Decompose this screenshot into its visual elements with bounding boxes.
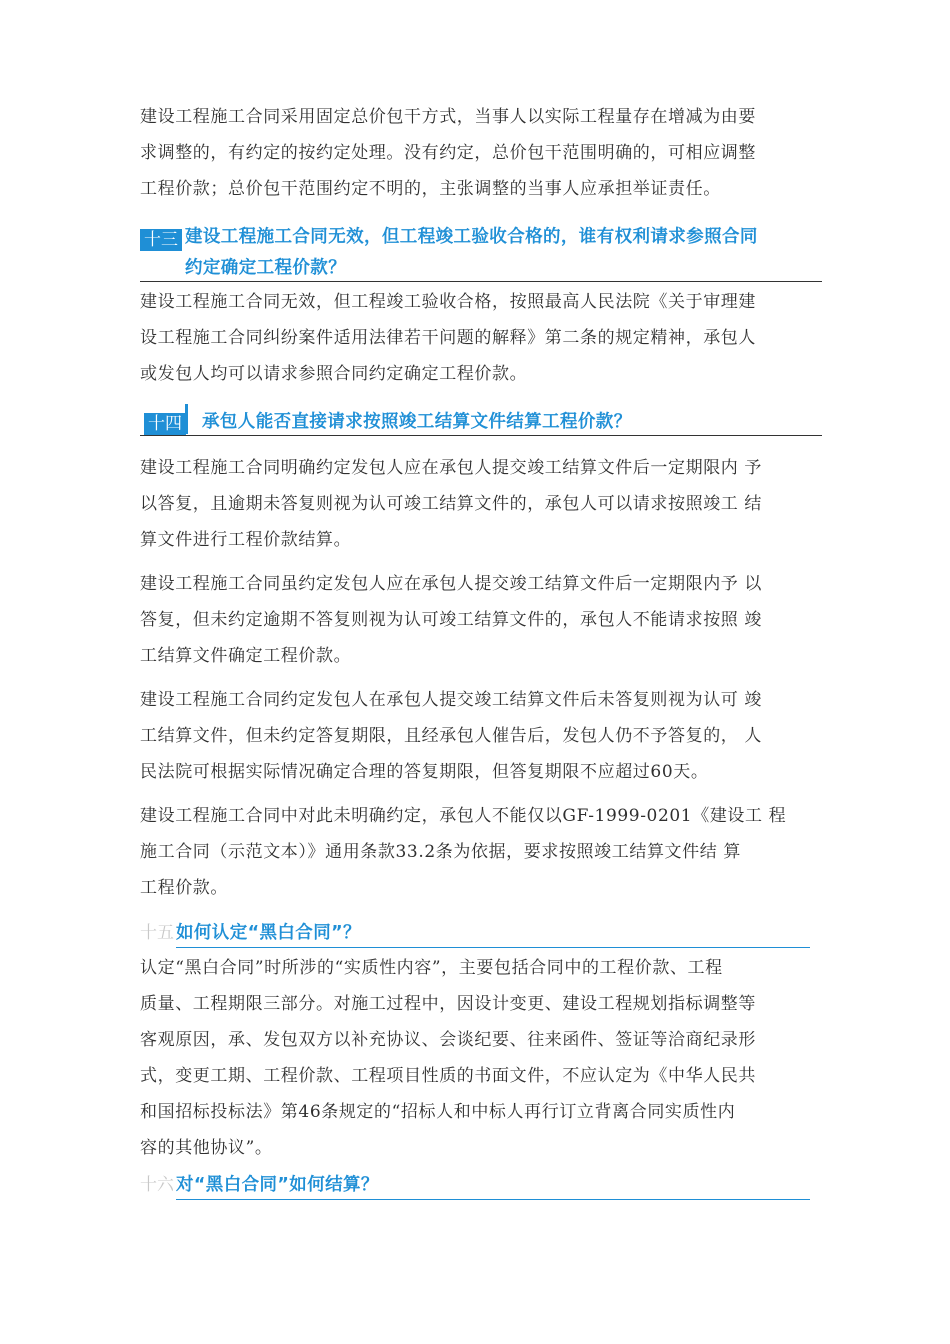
text-line: 认定“黑白合同”时所涉的“实质性内容”，主要包括合同中的工程价款、工程 (140, 958, 723, 978)
section-15-heading (140, 918, 810, 948)
section-14-paragraph-2 (140, 566, 822, 674)
heading-rule (140, 281, 822, 282)
heading-underline (176, 947, 810, 948)
text-line: 或发包人均可以请求参照合同约定确定工程价款。 (140, 364, 528, 384)
text-line: 建设工程施工合同明确约定发包人应在承包人提交竣工结算文件后一定期限内 予 (140, 458, 763, 478)
text-line: 工结算文件确定工程价款。 (140, 646, 352, 666)
text-line: 算文件进行工程价款结算。 (140, 530, 352, 550)
section-16-heading (140, 1170, 810, 1200)
text-line: 工结算文件，但未约定答复期限，且经承包人催告后，发包人仍不予答复的， 人 (140, 726, 763, 746)
text-line: 以答复，且逾期未答复则视为认可竣工结算文件的，承包人可以请求按照竣工 结 (140, 494, 763, 514)
section-13-heading (140, 222, 822, 282)
heading-underline (176, 1199, 810, 1200)
text-line: 建设工程施工合同中对此未明确约定，承包人不能仅以GF-1999-0201《建设工 程 (140, 806, 787, 826)
section-14-heading (140, 402, 822, 436)
text-line: 求调整的，有约定的按约定处理。没有约定，总价包干范围明确的，可相应调整 (140, 143, 756, 163)
section-15-number: 十五 (140, 923, 174, 943)
section-13-title-line2: 约定确定工程价款？ (185, 258, 347, 278)
intro-paragraph (140, 99, 822, 207)
text-line: 答复，但未约定逾期不答复则视为认可竣工结算文件的，承包人不能请求按照 竣 (140, 610, 763, 630)
text-line: 施工合同（示范文本）》通用条款33.2条为依据，要求按照竣工结算文件结 算 (140, 842, 741, 862)
section-14-paragraph-3 (140, 682, 822, 790)
heading-accent-bar (185, 404, 188, 434)
text-line: 质量、工程期限三部分。对施工过程中，因设计变更、建设工程规划指标调整等 (140, 994, 756, 1014)
text-line: 客观原因，承、发包双方以补充协议、会谈纪要、往来函件、签证等洽商纪录形 (140, 1030, 756, 1050)
text-line: 容的其他协议”。 (140, 1138, 273, 1158)
text-line: 工程价款。 (140, 878, 228, 898)
text-line: 工程价款；总价包干范围约定不明的，主张调整的当事人应承担举证责任。 (140, 179, 721, 199)
section-13-paragraph (140, 284, 822, 392)
section-16-number: 十六 (140, 1175, 174, 1195)
text-line: 式，变更工期、工程价款、工程项目性质的书面文件，不应认定为《中华人民共 (140, 1066, 756, 1086)
text-line: 和国招标投标法》第46条规定的“招标人和中标人再行订立背离合同实质性内 (140, 1102, 736, 1122)
text-line: 建设工程施工合同采用固定总价包干方式，当事人以实际工程量存在增减为由要 (140, 107, 756, 127)
section-16-title: 对“黑白合同”如何结算？ (176, 1175, 379, 1195)
section-13-number: 十三 (140, 229, 182, 251)
section-14-number: 十四 (144, 413, 186, 435)
text-line: 设工程施工合同纠纷案件适用法律若干问题的解释》第二条的规定精神，承包人 (140, 328, 756, 348)
section-15-paragraph (140, 950, 822, 1166)
section-14-title: 承包人能否直接请求按照竣工结算文件结算工程价款？ (202, 412, 632, 432)
section-14-paragraph-1 (140, 450, 822, 558)
text-line: 建设工程施工合同无效，但工程竣工验收合格，按照最高人民法院《关于审理建 (140, 292, 756, 312)
heading-rule (140, 435, 822, 436)
section-13-title-line1: 建设工程施工合同无效，但工程竣工验收合格的，谁有权利请求参照合同 (185, 227, 758, 247)
section-14-paragraph-4 (140, 798, 822, 906)
text-line: 民法院可根据实际情况确定合理的答复期限，但答复期限不应超过60天。 (140, 762, 709, 782)
text-line: 建设工程施工合同虽约定发包人应在承包人提交竣工结算文件后一定期限内予 以 (140, 574, 763, 594)
section-15-title: 如何认定“黑白合同”？ (176, 923, 361, 943)
text-line: 建设工程施工合同约定发包人在承包人提交竣工结算文件后未答复则视为认可 竣 (140, 690, 763, 710)
